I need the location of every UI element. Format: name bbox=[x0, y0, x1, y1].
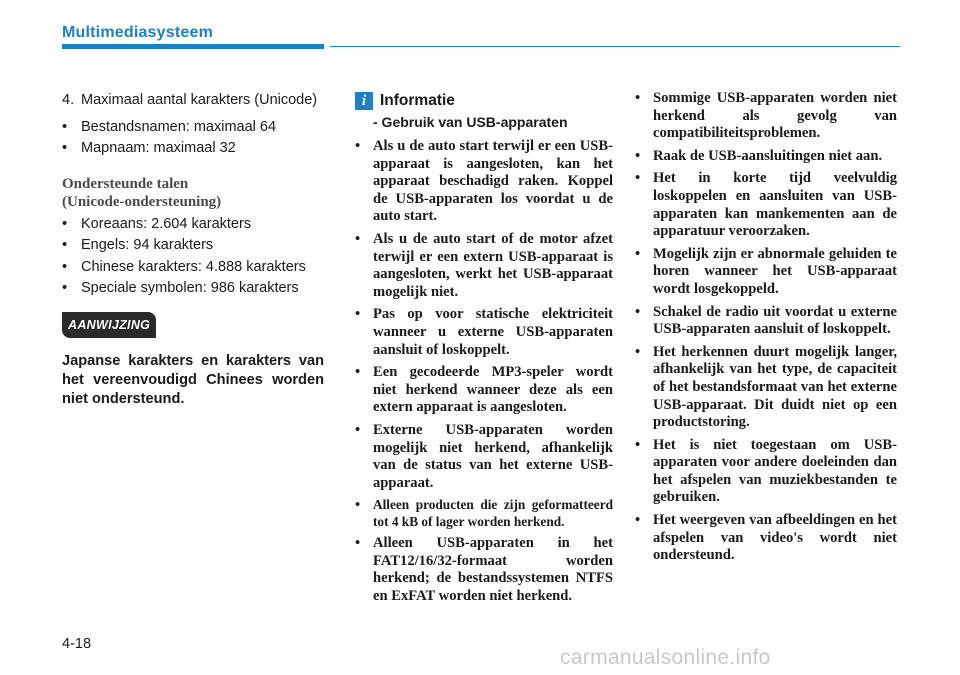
note-label: AANWIJZING bbox=[62, 312, 156, 339]
list-item bbox=[62, 235, 324, 256]
language-english: Engels: 94 karakters bbox=[81, 237, 214, 253]
list-item bbox=[355, 306, 613, 359]
watermark: carmanualsonline.info bbox=[560, 646, 771, 669]
languages-heading bbox=[62, 175, 324, 211]
info-item: Het in korte tijd veelvuldig loskoppelen en aansluiten van USB-apparaten kan mankementen aan de apparatuur veroorzaken. bbox=[653, 170, 897, 240]
bullet: • bbox=[62, 280, 68, 296]
list-item bbox=[62, 138, 324, 159]
info-item: Mogelijk zijn er abnormale geluiden te horen wanneer het USB-apparaat wordt losgekoppeld. bbox=[653, 245, 897, 297]
info-item: Alleen USB-apparaten in het FAT12/16/32-formaat worden herkend; de bestandssystemen NTFS en ExFAT worden niet herkend. bbox=[373, 535, 613, 605]
bullet: • bbox=[635, 436, 641, 453]
info-title: Informatie bbox=[380, 92, 455, 109]
info-item: Pas op voor statische elektriciteit wanneer u externe USB-apparaten aansluit of loskoppelt. bbox=[373, 306, 613, 358]
list-item bbox=[635, 90, 897, 143]
list-item bbox=[355, 422, 613, 492]
list-item bbox=[355, 364, 613, 417]
header-rule-thin bbox=[330, 46, 900, 47]
list-item bbox=[635, 437, 897, 507]
list-item bbox=[635, 304, 897, 339]
list-item bbox=[635, 148, 897, 166]
bullet: • bbox=[635, 512, 641, 529]
list-item bbox=[635, 512, 897, 565]
languages-heading-line2: (Unicode-ondersteuning) bbox=[62, 193, 222, 210]
info-icon: i bbox=[355, 92, 373, 110]
list-item bbox=[635, 344, 897, 432]
bullet: • bbox=[355, 138, 361, 154]
limit-filenames: Bestandsnamen: maximaal 64 bbox=[81, 118, 277, 135]
note-text: Japanse karakters en karakters van het vereenvoudigd Chinees worden niet ondersteund. bbox=[62, 353, 324, 407]
header-rule-thick bbox=[62, 44, 324, 49]
info-subtitle: - Gebruik van USB-apparaten bbox=[373, 114, 568, 130]
bullet: • bbox=[62, 237, 68, 253]
info-item: Een gecodeerde MP3-speler wordt niet herkend wanneer deze als een extern apparaat is aangesloten. bbox=[373, 364, 613, 416]
bullet: • bbox=[635, 90, 641, 106]
info-item: Externe USB-apparaten worden mogelijk niet herkend, afhankelijk van de status van het externe USB-apparaat. bbox=[373, 421, 613, 491]
list-number: 4. bbox=[62, 92, 75, 108]
list-item bbox=[62, 214, 324, 235]
bullet: • bbox=[62, 258, 68, 275]
list-item bbox=[62, 90, 324, 111]
bullet: • bbox=[635, 303, 641, 320]
max-chars-text: Maximaal aantal karakters (Unicode) bbox=[81, 92, 318, 108]
language-symbols: Speciale symbolen: 986 karakters bbox=[81, 280, 299, 296]
list-item bbox=[355, 138, 613, 226]
bullet: • bbox=[635, 245, 641, 262]
info-item: Als u de auto start of de motor afzet terwijl er een extern USB-apparaat is aangesloten, werkt het USB-apparaat mogelijk niet. bbox=[373, 230, 613, 300]
bullet: • bbox=[635, 343, 641, 360]
bullet: • bbox=[355, 364, 361, 381]
info-header bbox=[355, 90, 613, 112]
bullet: • bbox=[62, 140, 68, 156]
info-item: Het is niet toegestaan om USB-apparaten voor andere doeleinden dan het afspelen van muziekbestanden te gebruiken. bbox=[653, 436, 897, 506]
bullet: • bbox=[635, 170, 641, 187]
limit-foldername: Mapnaam: maximaal 32 bbox=[81, 140, 236, 156]
languages-heading-line1: Ondersteunde talen bbox=[62, 175, 189, 192]
bullet: • bbox=[635, 147, 641, 164]
bullet: • bbox=[355, 421, 361, 438]
list-item bbox=[635, 170, 897, 240]
language-korean: Koreaans: 2.604 karakters bbox=[81, 215, 252, 232]
info-item: Alleen producten die zijn geformatteerd tot 4 kB of lager worden herkend. bbox=[373, 497, 613, 529]
left-column bbox=[62, 90, 324, 409]
list-item bbox=[62, 278, 324, 299]
language-chinese: Chinese karakters: 4.888 karakters bbox=[81, 258, 306, 275]
info-column-2 bbox=[635, 90, 897, 570]
page-number: 4-18 bbox=[62, 636, 92, 652]
bullet: • bbox=[355, 535, 361, 552]
bullet: • bbox=[355, 306, 361, 323]
list-item bbox=[355, 535, 613, 605]
bullet: • bbox=[62, 118, 68, 135]
info-item: Sommige USB-apparaten worden niet herkend als gevolg van compatibiliteitsproblemen. bbox=[653, 90, 897, 142]
info-item: Schakel de radio uit voordat u externe USB-apparaten aansluit of loskoppelt. bbox=[653, 303, 897, 338]
list-item bbox=[355, 497, 613, 530]
list-item bbox=[62, 257, 324, 278]
info-item: Het weergeven van afbeeldingen en het afspelen van video's wordt niet ondersteund. bbox=[653, 512, 897, 564]
bullet: • bbox=[62, 215, 68, 232]
bullet: • bbox=[355, 497, 361, 514]
section-title: Multimediasysteem bbox=[62, 24, 214, 41]
info-item: Als u de auto start terwijl er een USB-apparaat is aangesloten, kan het apparaat beschadigd raken. Koppel de USB-apparaten los voordat u de auto start. bbox=[373, 138, 613, 225]
list-item bbox=[355, 231, 613, 301]
list-item bbox=[635, 246, 897, 299]
info-column-1 bbox=[355, 90, 613, 611]
info-item: Raak de USB-aansluitingen niet aan. bbox=[653, 147, 883, 164]
list-item bbox=[62, 117, 324, 138]
info-item: Het herkennen duurt mogelijk langer, afhankelijk van het type, de capaciteit of het bestandsformaat van het externe USB-apparaat. Dit duidt niet op een productstoring. bbox=[653, 343, 897, 431]
bullet: • bbox=[355, 230, 361, 247]
